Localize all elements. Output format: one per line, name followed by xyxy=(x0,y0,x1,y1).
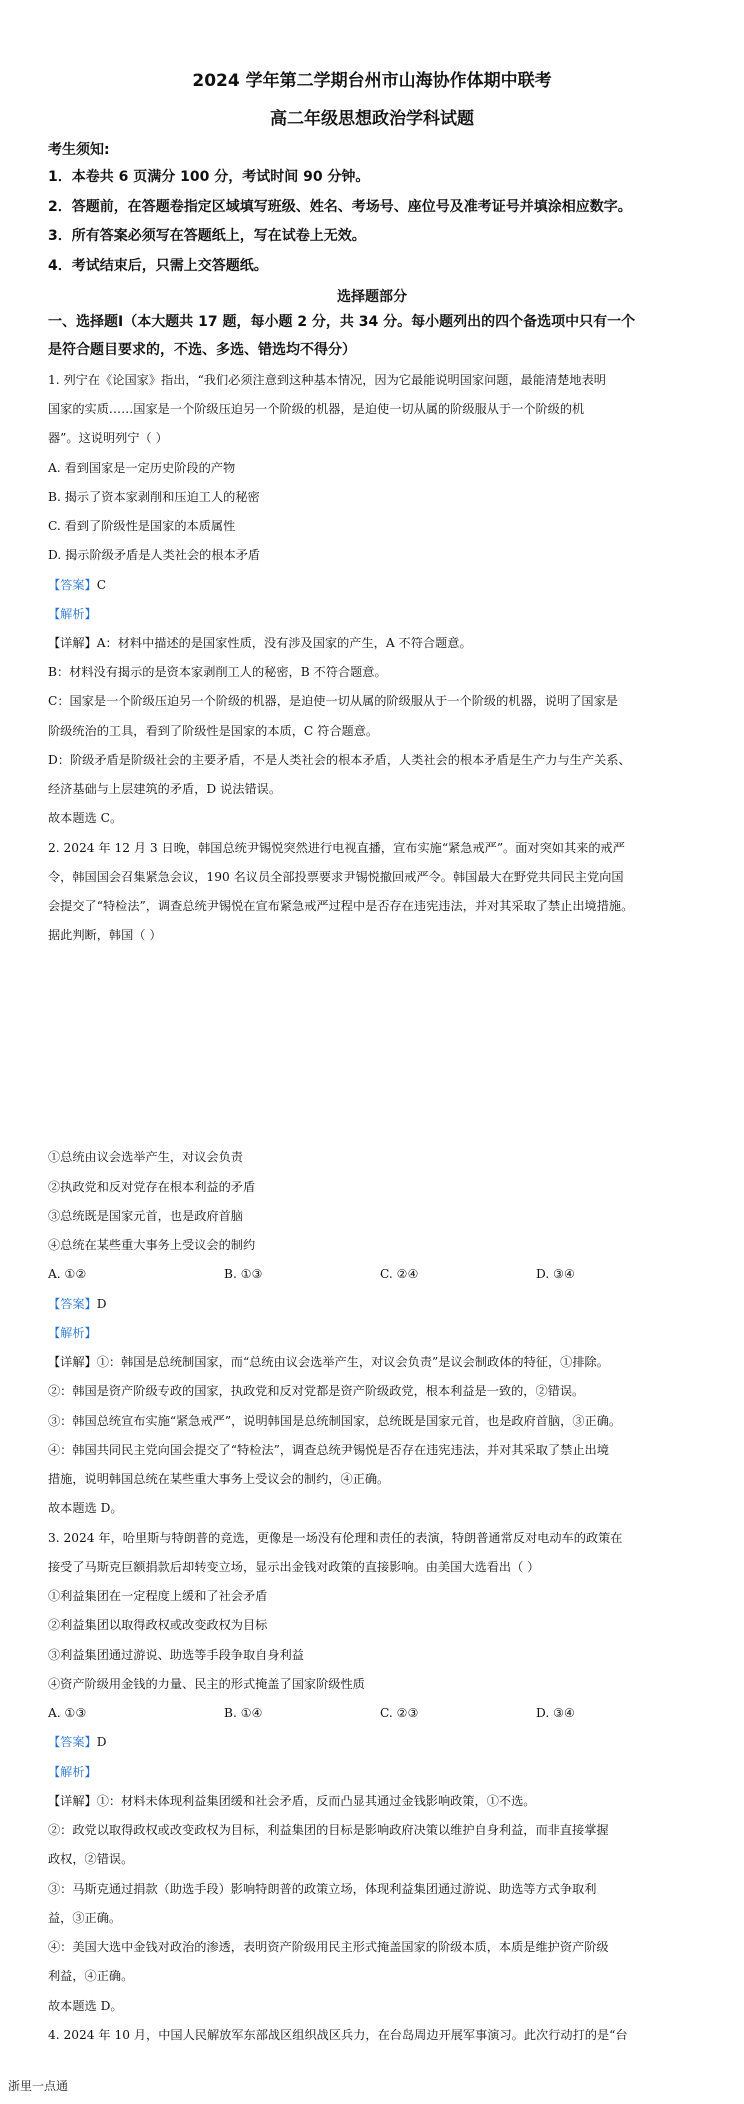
question-1-option: C. 看到了阶级性是国家的本质属性 xyxy=(48,519,236,533)
question-1-answer xyxy=(48,577,106,593)
question-1-stem: 器”。这说明列宁（ ） xyxy=(48,431,168,445)
question-1-detail: C：国家是一个阶级压迫另一个阶级的机器，是迫使一切从属的阶级服从于一个阶级的机器，说明了国家是 xyxy=(48,694,618,708)
answer-value: D xyxy=(96,1297,107,1311)
question-1-stem: 国家的实质……国家是一个阶级压迫另一个阶级的机器，是迫使一切从属的阶级服从于一个阶级的机 xyxy=(48,402,585,416)
notice-item: 4．考试结束后，只需上交答题纸。 xyxy=(48,258,268,274)
answer-value: C xyxy=(96,578,107,592)
section-heading: 是符合题目要求的，不选、多选、错选均不得分） xyxy=(48,342,356,358)
question-2-stem: 令，韩国国会召集紧急会议，190 名议员全部投票要求尹锡悦撤回戒严令。韩国最大在野党共同民主党向国 xyxy=(48,870,624,884)
question-2-item: ④总统在某些重大事务上受议会的制约 xyxy=(48,1238,256,1252)
question-3-answer xyxy=(48,1734,107,1750)
question-2-analysis-tag: 【解析】 xyxy=(48,1326,97,1340)
choice-c: C. ②④ xyxy=(380,1267,419,1281)
question-1-detail: 阶级统治的工具，看到了阶级性是国家的本质，C 符合题意。 xyxy=(48,724,379,738)
question-3-item: ②利益集团以取得政权或改变政权为目标 xyxy=(48,1618,268,1632)
question-3-detail: 故本题选 D。 xyxy=(48,1999,123,2013)
question-1-option: B. 揭示了资本家剥削和压迫工人的秘密 xyxy=(48,490,260,504)
footer-watermark: 浙里一点通 xyxy=(8,2079,69,2093)
question-1-detail: 经济基础与上层建筑的矛盾，D 说法错误。 xyxy=(48,782,282,796)
question-3-detail: 益，③正确。 xyxy=(48,1911,122,1925)
part-title: 选择题部分 xyxy=(337,289,407,305)
choice-a: A. ①③ xyxy=(48,1706,87,1720)
notice-item: 1．本卷共 6 页满分 100 分，考试时间 90 分钟。 xyxy=(48,169,370,185)
answer-value: D xyxy=(96,1735,107,1749)
question-3-detail: 【详解】①：材料未体现利益集团缓和社会矛盾，反而凸显其通过金钱影响政策，①不选。 xyxy=(48,1794,536,1808)
detail-tag: 【详解】 xyxy=(48,1355,97,1369)
question-1-detail: D：阶级矛盾是阶级社会的主要矛盾，不是人类社会的根本矛盾，人类社会的根本矛盾是生产力与生产关系、 xyxy=(48,753,631,767)
exam-title: 2024 学年第二学期台州市山海协作体期中联考 xyxy=(192,71,552,91)
question-3-detail: 利益，④正确。 xyxy=(48,1969,134,1983)
detail-tag: 【详解】 xyxy=(48,636,97,650)
question-1-analysis-tag: 【解析】 xyxy=(48,607,97,621)
choice-c: C. ②③ xyxy=(380,1706,419,1720)
question-3-stem: 3. 2024 年，哈里斯与特朗普的竞选，更像是一场没有伦理和责任的表演，特朗普通常反对电动车的政策在 xyxy=(48,1531,623,1545)
section-heading: 一、选择题Ⅰ（本大题共 17 题，每小题 2 分，共 34 分。每小题列出的四个备选项中只有一个 xyxy=(48,314,636,330)
question-3-item: ④资产阶级用金钱的力量、民主的形式掩盖了国家阶级性质 xyxy=(48,1677,365,1691)
choice-a: A. ①② xyxy=(48,1267,87,1281)
question-1-detail: 【详解】A：材料中描述的是国家性质，没有涉及国家的产生，A 不符合题意。 xyxy=(48,636,472,650)
notice-item: 2．答题前，在答题卷指定区域填写班级、姓名、考场号、座位号及准考证号并填涂相应数字。 xyxy=(48,199,632,215)
question-2-stem: 2. 2024 年 12 月 3 日晚，韩国总统尹锡悦突然进行电视直播，宣布实施“紧急戒严”。面对突如其来的戒严 xyxy=(48,841,625,855)
question-2-item: ①总统由议会选举产生，对议会负责 xyxy=(48,1150,243,1164)
question-4-stem: 4. 2024 年 10 月，中国人民解放军东部战区组织战区兵力，在台岛周边开展军事演习。此次行动打的是“台 xyxy=(48,2028,628,2042)
question-2-stem: 会提交了“特检法”，调查总统尹锡悦在宣布紧急戒严过程中是否存在违宪违法，并对其采取了禁止出境措施。 xyxy=(48,899,634,913)
question-1-option: A. 看到国家是一定历史阶段的产物 xyxy=(48,461,236,475)
question-2-detail: ③：韩国总统宣布实施“紧急戒严”，说明韩国是总统制国家，总统既是国家元首，也是政府首脑，③正确。 xyxy=(48,1414,622,1428)
notice-item: 3．所有答案必须写在答题纸上，写在试卷上无效。 xyxy=(48,228,366,244)
choice-d: D. ③④ xyxy=(536,1706,575,1720)
question-3-stem: 接受了马斯克巨额捐款后却转变立场，显示出金钱对政策的直接影响。由美国大选看出（ ） xyxy=(48,1560,540,1574)
question-2-item: ③总统既是国家元首，也是政府首脑 xyxy=(48,1209,243,1223)
question-2-detail: ②：韩国是资产阶级专政的国家，执政党和反对党都是资产阶级政党，根本利益是一致的，②错误。 xyxy=(48,1384,585,1398)
answer-tag: 【答案】 xyxy=(48,1735,97,1749)
question-3-detail: ②：政党以取得政权或改变政权为目标，利益集团的目标是影响政府决策以维护自身利益，而非直接掌握 xyxy=(48,1823,609,1837)
question-2-item: ②执政党和反对党存在根本利益的矛盾 xyxy=(48,1180,256,1194)
question-2-answer xyxy=(48,1296,107,1312)
question-1-option: D. 揭示阶级矛盾是人类社会的根本矛盾 xyxy=(48,548,261,562)
question-1-stem: 1. 列宁在《论国家》指出，“我们必须注意到这种基本情况，因为它最能说明国家问题，最能清楚地表明 xyxy=(48,373,606,387)
question-2-detail: ④：韩国共同民主党向国会提交了“特检法”，调查总统尹锡悦是否存在违宪违法，并对其采取了禁止出境 xyxy=(48,1443,609,1457)
question-2-detail: 故本题选 D。 xyxy=(48,1501,123,1515)
exam-subtitle: 高二年级思想政治学科试题 xyxy=(270,109,474,129)
answer-tag: 【答案】 xyxy=(48,1297,97,1311)
question-3-detail: ③：马斯克通过捐款（助选手段）影响特朗普的政策立场，体现利益集团通过游说、助选等方式争取利 xyxy=(48,1882,597,1896)
question-2-detail: 【详解】①：韩国是总统制国家，而“总统由议会选举产生，对议会负责”是议会制政体的特征，①排除。 xyxy=(48,1355,609,1369)
choice-b: B. ①③ xyxy=(224,1267,263,1281)
question-1-detail: 故本题选 C。 xyxy=(48,811,123,825)
choice-d: D. ③④ xyxy=(536,1267,575,1281)
question-2-detail: 措施，说明韩国总统在某些重大事务上受议会的制约，④正确。 xyxy=(48,1472,390,1486)
question-1-detail: B：材料没有揭示的是资本家剥削工人的秘密，B 不符合题意。 xyxy=(48,665,387,679)
question-3-item: ①利益集团在一定程度上缓和了社会矛盾 xyxy=(48,1589,268,1603)
answer-tag: 【答案】 xyxy=(48,578,97,592)
question-2-stem: 据此判断，韩国（ ） xyxy=(48,928,162,942)
question-3-item: ③利益集团通过游说、助选等手段争取自身利益 xyxy=(48,1648,304,1662)
detail-tag: 【详解】 xyxy=(48,1794,97,1808)
choice-b: B. ①④ xyxy=(224,1706,263,1720)
question-3-analysis-tag: 【解析】 xyxy=(48,1765,97,1779)
notice-heading: 考生须知: xyxy=(48,142,110,158)
question-3-detail: ④：美国大选中金钱对政治的渗透，表明资产阶级用民主形式掩盖国家的阶级本质，本质是维护资产阶级 xyxy=(48,1940,609,1954)
question-3-detail: 政权，②错误。 xyxy=(48,1852,134,1866)
